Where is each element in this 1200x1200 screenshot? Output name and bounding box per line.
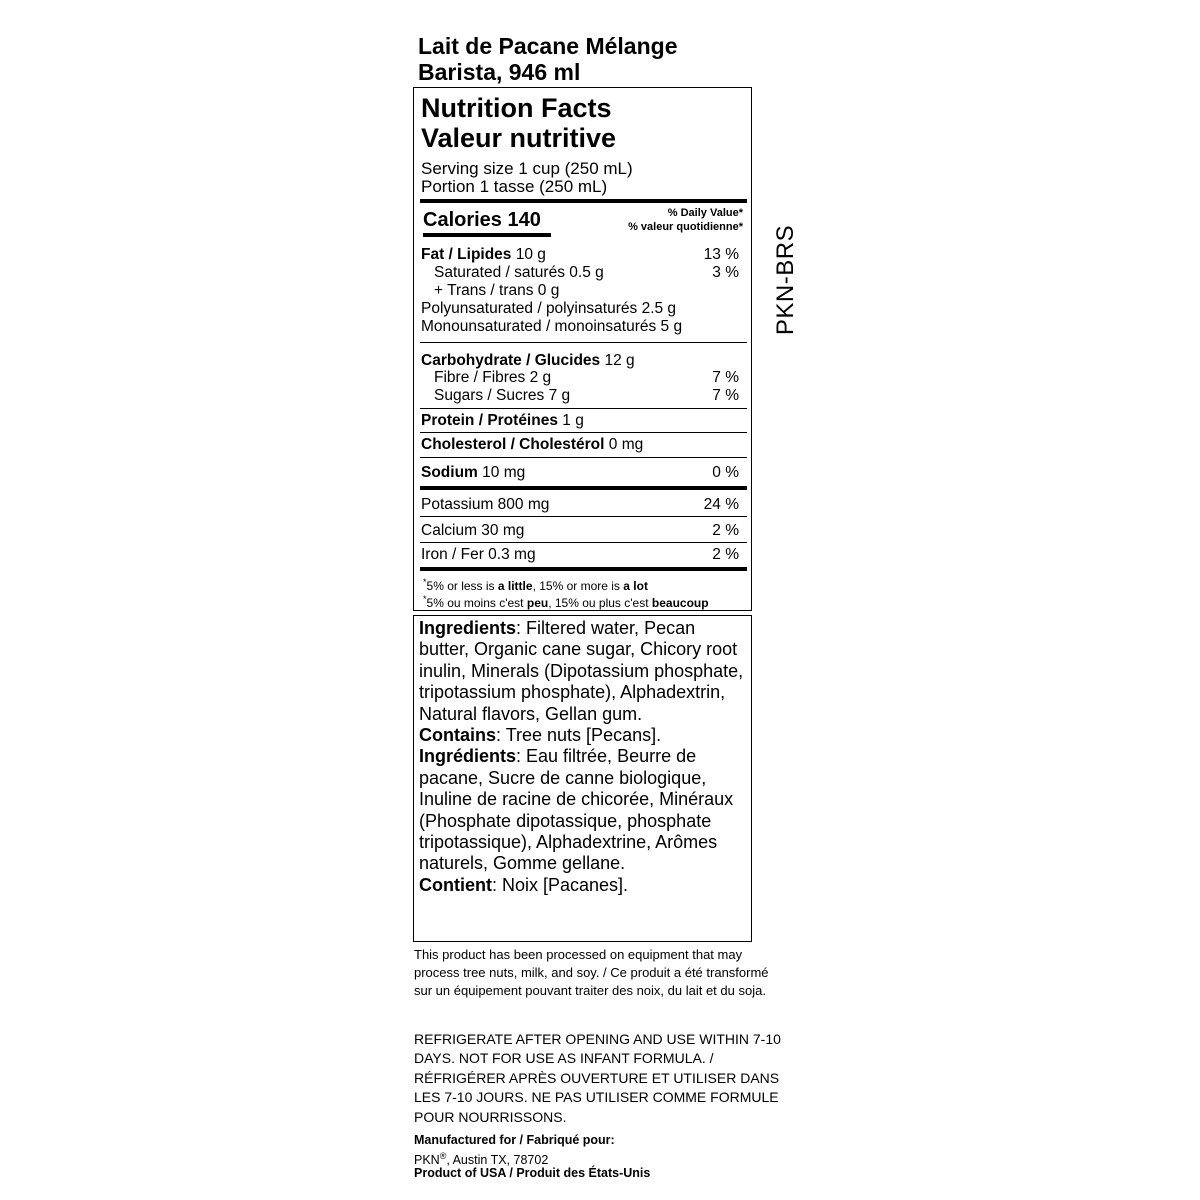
ingredients-text bbox=[419, 618, 744, 896]
calcium-pct: 2 % bbox=[712, 522, 739, 539]
serving-size-fr: Portion 1 tasse (250 mL) bbox=[421, 177, 608, 196]
mono-label: Monounsaturated / monoinsaturés 5 g bbox=[421, 318, 683, 335]
address-text: , Austin TX, 78702 bbox=[446, 1153, 549, 1168]
potassium-label: Potassium 800 mg bbox=[421, 496, 550, 513]
divider bbox=[420, 342, 747, 343]
serving-size-en: Serving size 1 cup (250 mL) bbox=[421, 159, 633, 178]
divider bbox=[420, 486, 747, 490]
sodium-amount: 10 mg bbox=[482, 464, 526, 481]
footnote-fr bbox=[423, 592, 709, 610]
sugars-pct: 7 % bbox=[712, 387, 739, 404]
footnote-bold: a lot bbox=[623, 579, 648, 593]
product-title bbox=[418, 33, 758, 85]
storage-warning: REFRIGERATE AFTER OPENING AND USE WITHIN 7-10 DAYS. NOT FOR USE AS INFANT FORMULA. / RÉFRIGÉRER APRÈS OUVERTURE ET UTILISER DANS LES 7-10 JOURS. NE PAS UTILISER COMME FORMULE POUR NOURRISSONS. bbox=[414, 1031, 781, 1125]
ingredients-box bbox=[413, 615, 752, 942]
brand-name: PKN bbox=[414, 1153, 440, 1168]
carb-amount: 12 g bbox=[604, 352, 635, 369]
saturated-row bbox=[434, 264, 739, 282]
carb-row bbox=[421, 352, 739, 370]
fat-pct: 13 % bbox=[703, 246, 739, 263]
footnote-text: 5% or less is bbox=[426, 579, 498, 593]
manufacturer-address bbox=[414, 1151, 548, 1167]
divider bbox=[420, 516, 747, 517]
trans-row bbox=[434, 282, 739, 300]
saturated-pct: 3 % bbox=[712, 264, 739, 281]
protein-row bbox=[421, 412, 739, 430]
footnote-bold: beaucoup bbox=[651, 596, 709, 610]
divider bbox=[420, 542, 747, 543]
registered-mark: ® bbox=[439, 1151, 447, 1161]
calcium-label: Calcium 30 mg bbox=[421, 522, 525, 539]
footnote-en bbox=[423, 575, 648, 593]
potassium-pct: 24 % bbox=[703, 496, 739, 513]
fat-amount: 10 g bbox=[515, 246, 546, 263]
divider bbox=[420, 567, 747, 571]
footnote-bold: peu bbox=[526, 596, 549, 610]
iron-row bbox=[421, 546, 739, 564]
sugars-row bbox=[434, 387, 739, 405]
product-code-text: PKN-BRS bbox=[772, 224, 799, 336]
footnote-star: * bbox=[423, 594, 427, 604]
nutrition-title-fr: Valeur nutritive bbox=[421, 123, 617, 153]
country-of-origin: Product of USA / Produit des États-Unis bbox=[414, 1166, 651, 1180]
nutrition-facts-table bbox=[413, 87, 752, 611]
nutrition-title bbox=[421, 93, 616, 153]
iron-label: Iron / Fer 0.3 mg bbox=[421, 546, 536, 563]
footnote-star: * bbox=[423, 577, 427, 587]
fibre-row bbox=[434, 369, 739, 387]
poly-label: Polyunsaturated / polyinsaturés 2.5 g bbox=[421, 300, 677, 317]
contient-label: Contient bbox=[419, 874, 492, 895]
product-title-line2: Barista, 946 ml bbox=[418, 59, 581, 85]
ingredients-label-en: Ingredients bbox=[419, 618, 517, 638]
potassium-row bbox=[421, 496, 739, 514]
sugars-label: Sugars / Sucres 7 g bbox=[434, 387, 571, 404]
calcium-row bbox=[421, 522, 739, 540]
protein-amount: 1 g bbox=[562, 412, 584, 429]
fibre-pct: 7 % bbox=[712, 369, 739, 386]
calories: Calories 140 bbox=[423, 208, 551, 237]
mono-row bbox=[421, 318, 739, 336]
ingredients-list-en: : Filtered water, Pecan butter, Organic cane sugar, Chicory root inulin, Minerals (Dipotassium phosphate, tripotassium phosphate), Alphadextrin, Natural flavors, Gellan gum. bbox=[419, 618, 744, 724]
saturated-label: Saturated / saturés 0.5 g bbox=[434, 264, 604, 281]
cholesterol-row bbox=[421, 436, 739, 454]
serving-size bbox=[421, 160, 633, 196]
ingredients-list-fr: : Eau filtrée, Beurre de pacane, Sucre de canne biologique, Inuline de racine de chicorée, Minéraux (Phosphate dipotassique, phosphate tripotassique), Alphadextrine, Arômes naturels, Gomme gellane. bbox=[419, 746, 734, 874]
carb-label: Carbohydrate / Glucides bbox=[421, 352, 601, 369]
protein-label: Protein / Protéines bbox=[421, 412, 558, 429]
divider bbox=[420, 408, 747, 409]
contains-label: Contains bbox=[419, 725, 497, 746]
footnote-text: , 15% ou plus c'est bbox=[548, 596, 652, 610]
nutrition-title-en: Nutrition Facts bbox=[421, 93, 612, 123]
contains-text: : Tree nuts [Pecans]. bbox=[496, 725, 662, 746]
fat-row bbox=[421, 246, 739, 264]
daily-value-header-en: % Daily Value* bbox=[667, 207, 743, 219]
footnote-text: 5% ou moins c'est bbox=[426, 596, 527, 610]
allergen-note: This product has been processed on equipment that may process tree nuts, milk, and soy. / Ce produit a été transformé sur un équipement pouvant traiter des noix, du lait et du soja. bbox=[414, 947, 769, 998]
ingredients-label-fr: Ingrédients bbox=[419, 746, 517, 767]
daily-value-header bbox=[628, 206, 743, 234]
divider bbox=[420, 432, 747, 433]
sodium-label: Sodium bbox=[421, 464, 478, 481]
footnote-text: , 15% or more is bbox=[532, 579, 624, 593]
poly-row bbox=[421, 300, 739, 318]
contient-text: : Noix [Pacanes]. bbox=[491, 874, 629, 895]
divider bbox=[420, 457, 747, 458]
daily-value-header-fr: % valeur quotidienne* bbox=[628, 221, 743, 233]
sodium-row bbox=[421, 464, 739, 482]
trans-label: + Trans / trans 0 g bbox=[434, 282, 560, 299]
fibre-label: Fibre / Fibres 2 g bbox=[434, 369, 552, 386]
iron-pct: 2 % bbox=[712, 546, 739, 563]
side-product-code bbox=[756, 224, 816, 336]
cholesterol-label: Cholesterol / Cholestérol bbox=[421, 436, 605, 453]
footnote-bold: a little bbox=[497, 579, 533, 593]
fat-label: Fat / Lipides bbox=[421, 246, 512, 263]
manufacturer-label: Manufactured for / Fabriqué pour: bbox=[414, 1133, 615, 1147]
product-title-line1: Lait de Pacane Mélange bbox=[418, 33, 678, 59]
divider bbox=[420, 199, 747, 203]
cholesterol-amount: 0 mg bbox=[608, 436, 644, 453]
sodium-pct: 0 % bbox=[712, 464, 739, 481]
